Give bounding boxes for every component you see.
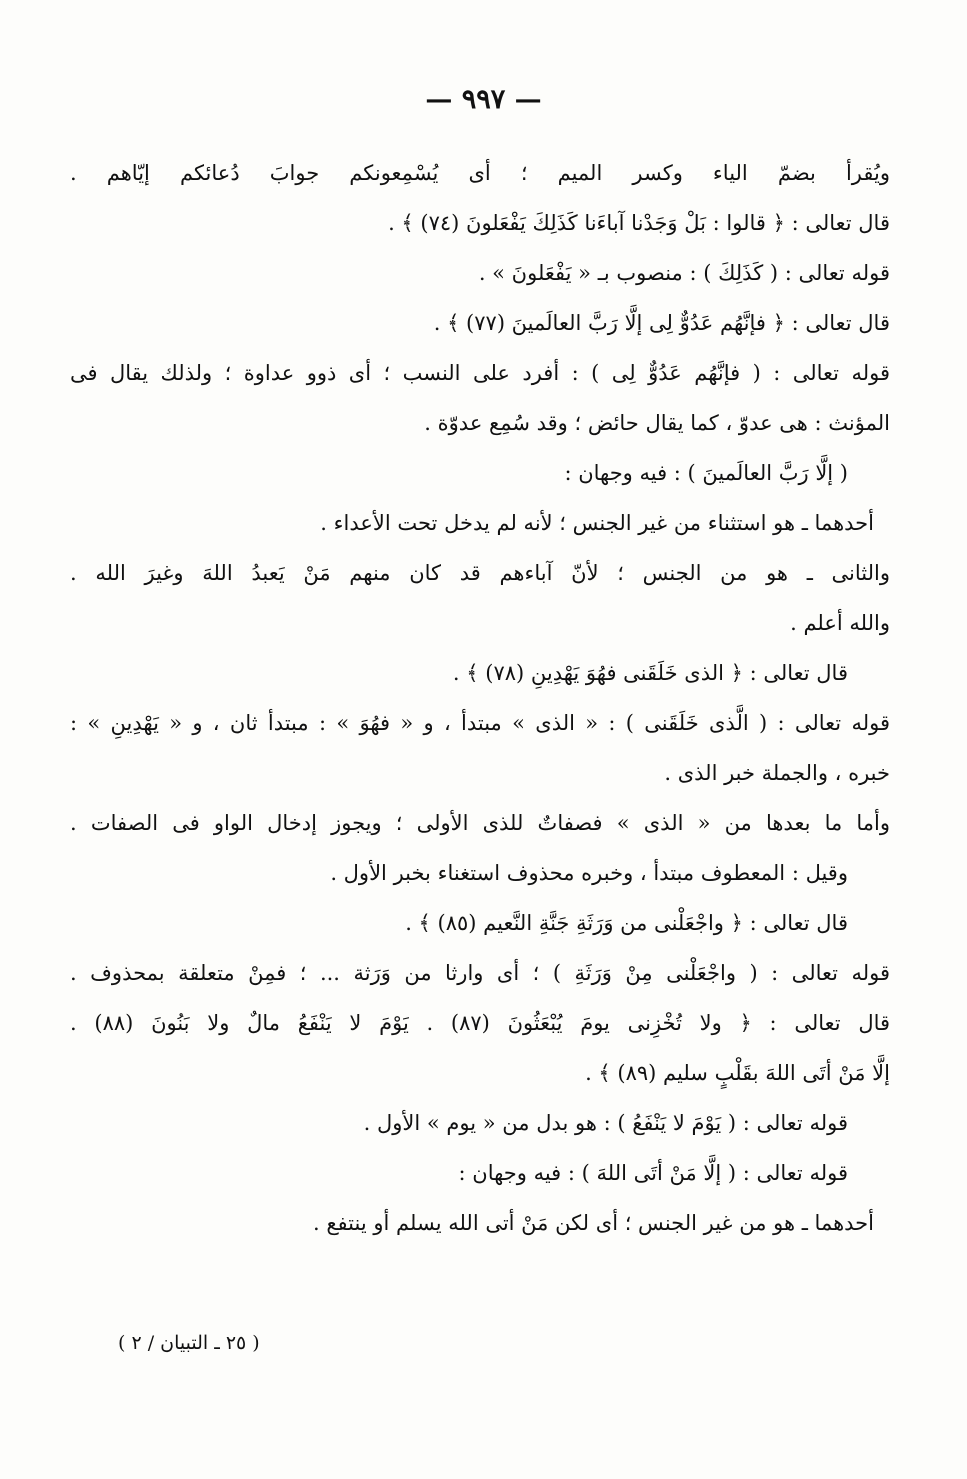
text-line: قال تعالى : ﴿ الذى خَلَقَنى فهُوَ يَهْدِينِ (٧٨) ﴾ . bbox=[452, 661, 848, 685]
text-line: والثانى ـ هو من الجنس ؛ لأنّ آباءهم قد كان منهم مَنْ يَعبدُ اللهَ وغيرَ الله . bbox=[70, 561, 890, 585]
text-line: قوله تعالى : ( الَّذى خَلَقَنى ) : « الذى » مبتدأ ، و « فهُوَ » : مبتدأ ثان ، و « يَهْدِينِ » : bbox=[70, 711, 890, 735]
text-line: قوله تعالى : ( فإنَّهُم عَدُوٌّ لِى ) : أفرد على النسب ؛ أى ذوو عداوة ؛ ولذلك يقال فى bbox=[70, 361, 890, 385]
text-line: والله أعلم . bbox=[790, 611, 890, 635]
text-line: ويُقرأ بضمّ الياء وكسر الميم ؛ أى يُسْمِعونكم جوابَ دُعائكم إيّاهم . bbox=[70, 161, 890, 185]
text-line: وقيل : المعطوف مبتدأ ، وخبره محذوف استغناء بخبر الأول . bbox=[330, 861, 848, 885]
page-number: — ٩٩٧ — bbox=[425, 84, 542, 115]
text-line: قوله تعالى : ( إلَّا مَنْ أتَى اللهَ ) : فيه وجهان : bbox=[458, 1161, 848, 1185]
text-line: قال تعالى : ﴿ ولا تُخْزِنى يومَ يُبْعَثُونَ (٨٧) . يَوْمَ لا يَنْفَعُ مالٌ ولا بَنُونَ (٨٨) . bbox=[70, 1011, 890, 1035]
text-line: قوله تعالى : ( يَوْمَ لا يَنْفَعُ ) : هو بدل من « يوم » الأول . bbox=[363, 1111, 848, 1135]
text-line: قوله تعالى : ( واجْعَلْنى مِنْ وَرَثَةِ ) ؛ أى وارثا من وَرَثة ... ؛ فمِنْ متعلقة بمحذوف . bbox=[70, 961, 890, 985]
page-footer: ( ٢٥ ـ التبيان / ٢ ) bbox=[118, 1332, 260, 1354]
text-line: وأما ما بعدها من « الذى » فصفاتٌ للذى الأولى ؛ ويجوز إدخال الواو فى الصفات . bbox=[70, 811, 890, 835]
text-line: قال تعالى : ﴿ قالوا : بَلْ وَجَدْنا آباءَنا كَذَلِكَ يَفْعَلونَ (٧٤) ﴾ . bbox=[388, 211, 890, 235]
text-line: ( إلَّا رَبَّ العالَمينَ ) : فيه وجهان : bbox=[564, 461, 848, 485]
text-line: إلَّا مَنْ أتَى اللهَ بقَلْبٍ سليم (٨٩) ﴾ . bbox=[585, 1061, 890, 1085]
text-line: أحدهما ـ هو من غير الجنس ؛ أى لكن مَنْ أتى الله يسلم أو ينتفع . bbox=[313, 1211, 874, 1235]
page-body bbox=[70, 148, 890, 1248]
text-line: خبره ، والجملة خبر الذى . bbox=[664, 761, 890, 785]
text-line: المؤنث : هى عدوّ ، كما يقال حائض ؛ وقد سُمِع عدوّة . bbox=[424, 411, 890, 435]
text-line: قوله تعالى : ( كَذَلِكَ ) : منصوب بـ « يَفْعَلونَ » . bbox=[478, 261, 890, 285]
text-line: قال تعالى : ﴿ واجْعَلْنى من وَرَثَةِ جَنَّةِ النَّعيم (٨٥) ﴾ . bbox=[405, 911, 848, 935]
text-line: أحدهما ـ هو استثناء من غير الجنس ؛ لأنه لم يدخل تحت الأعداء . bbox=[320, 511, 874, 535]
text-line: قال تعالى : ﴿ فإنَّهُم عَدُوٌّ لِى إلَّا رَبَّ العالَمينَ (٧٧) ﴾ . bbox=[433, 311, 890, 335]
